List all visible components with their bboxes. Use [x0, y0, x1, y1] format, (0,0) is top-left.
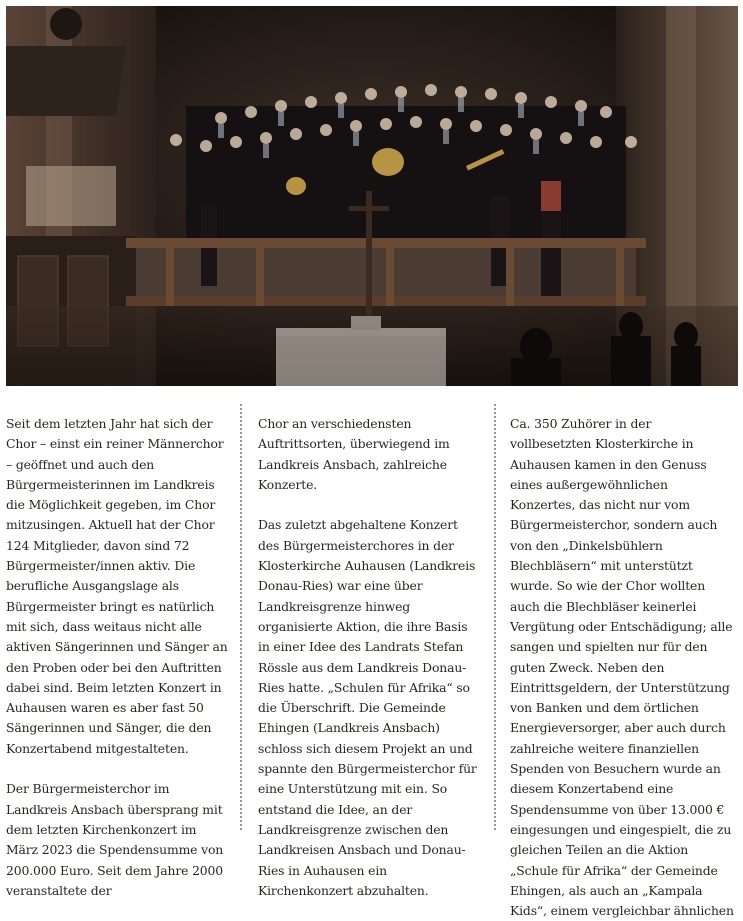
paragraph: Der Bürgermeisterchor im Landkreis Ansbach übersprang mit dem letzten Kirchenkonzert im März 2023 die Spendensumme von 200.000 Euro. Seit dem Jahre 2000 veranstaltete der: [6, 781, 224, 898]
text-column-1: [6, 414, 230, 898]
text-column-3: [510, 414, 734, 919]
text-column-2: [258, 414, 482, 898]
paragraph: Ca. 350 Zuhörer in der vollbesetzten Klosterkirche in Auhausen kamen in den Genuss eines außergewöhnlichen Konzertes, das nicht nur vom Bürgermeisterchor, sondern auch von den „Dinkelsbühlern Blechbläsern“ mit unterstützt wurde. So wie der Chor wollten auch die Blechbläser keinerlei Vergütung oder Entschädigung; alle sangen und spielten nur für den guten Zweck. Neben den Eintrittsgeldern, der Unterstützung von Banken und dem örtlichen Energieversorger, aber auch durch zahlreiche weitere finanziellen Spenden von Besuchern wurde an diesem Konzertabend eine Spendensumme von über 13.000 € eingesungen und eingespielt, die zu gleichen Teilen an die Aktion „Schule für Afrika“ der Gemeinde Ehingen, als auch an „Kampala Kids“, einem vergleichbar ähnlichen: [510, 416, 734, 919]
paragraph: Das zuletzt abgehaltene Konzert des Bürgermeisterchores in der Klosterkirche Auhausen (Landkreis Donau-Ries) war eine über Landkreisgrenze hinweg organisierte Aktion, die ihre Basis in einer Idee des Landrats Stefan Rössle aus dem Landkreis Donau-Ries hatte. „Schulen für Afrika“ so die Überschrift. Die Gemeinde Ehingen (Landkreis Ansbach) schloss sich diesem Projekt an und spannte den Bürgermeisterchor für eine Unterstützung mit ein. So entstand die Idee, an der Landkreisgrenze zwischen den Landkreisen Ansbach und Donau-Ries in Auhausen ein Kirchenkonzert abzuhalten.: [258, 517, 477, 898]
concert-photo-illustration: [6, 6, 738, 386]
concert-photo: [6, 6, 738, 386]
paragraph: Seit dem letzten Jahr hat sich der Chor – einst ein reiner Männerchor – geöffnet und auch den Bürgermeisterinnen im Landkreis die Möglichkeit gegeben, im Chor mitzusingen. Aktuell hat der Chor 124 Mitglieder, davon sind 72 Bürgermeister/innen aktiv. Die berufliche Ausgangslage als Bürgermeister bringt es natürlich mit sich, dass weitaus nicht alle aktiven Sängerinnen und Sänger an den Proben oder bei den Auftritten dabei sind. Beim letzten Konzert in Auhausen waren es aber fast 50 Sängerinnen und Sänger, die den Konzertabend mitgestalteten.: [6, 416, 228, 756]
paragraph: Chor an verschiedensten Auftrittsorten, überwiegend im Landkreis Ansbach, zahlreiche Konzerte.: [258, 416, 450, 492]
column-divider: [494, 404, 496, 830]
column-divider: [240, 404, 242, 830]
